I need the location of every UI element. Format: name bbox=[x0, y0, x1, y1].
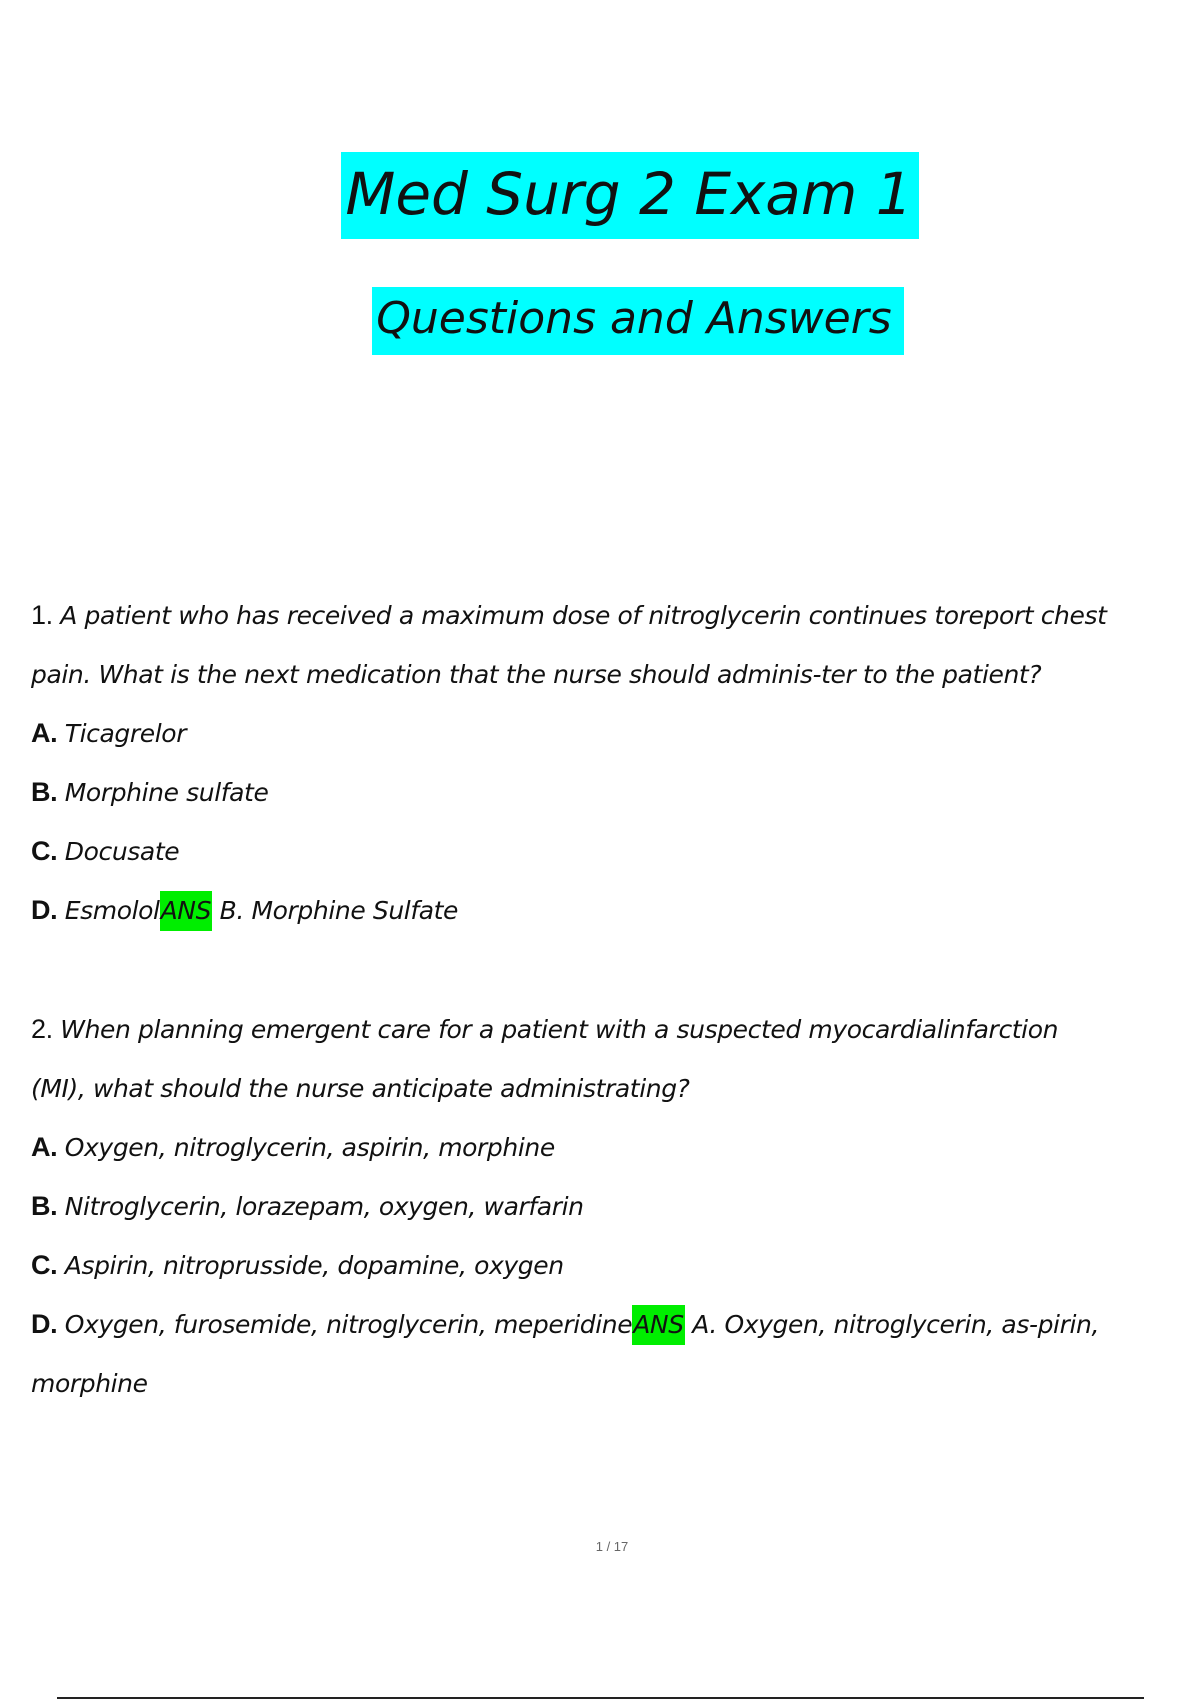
question-number: 2. bbox=[31, 1014, 53, 1044]
question-number: 1. bbox=[31, 600, 53, 630]
option-text: Nitroglycerin, lorazepam, oxygen, warfarin bbox=[57, 1192, 584, 1221]
option-letter: D. bbox=[31, 1309, 58, 1339]
document-subtitle: Questions and Answers bbox=[372, 287, 903, 355]
question-stem-text: (MI), what should the nurse anticipate administrating? bbox=[31, 1074, 690, 1103]
option-text: Oxygen, nitroglycerin, aspirin, morphine bbox=[57, 1133, 555, 1162]
document-title-container bbox=[30, 152, 1200, 239]
option-text: Ticagrelor bbox=[57, 719, 187, 748]
option-d bbox=[31, 1295, 1171, 1354]
option-b bbox=[31, 1177, 1171, 1236]
option-a bbox=[31, 1118, 1171, 1177]
option-letter: C. bbox=[31, 1250, 58, 1280]
option-letter: C. bbox=[31, 836, 58, 866]
option-c bbox=[31, 1236, 1171, 1295]
option-letter: B. bbox=[31, 1191, 58, 1221]
option-letter: D. bbox=[31, 895, 58, 925]
question-1 bbox=[31, 586, 1171, 940]
answer-continuation-line bbox=[31, 1354, 1171, 1413]
option-text: Esmolol bbox=[57, 896, 160, 925]
option-text: Docusate bbox=[57, 837, 180, 866]
option-b bbox=[31, 763, 1171, 822]
question-stem-text: A patient who has received a maximum dose of nitroglycerin continues toreport chest bbox=[52, 601, 1107, 630]
answer-text: B. Morphine Sulfate bbox=[212, 896, 459, 925]
page-bottom-divider bbox=[57, 1697, 1144, 1699]
question-stem-line bbox=[31, 1059, 1171, 1118]
question-stem-line bbox=[31, 586, 1171, 645]
questions-list bbox=[31, 586, 1171, 1413]
question-2 bbox=[31, 1000, 1171, 1413]
option-text: Morphine sulfate bbox=[57, 778, 269, 807]
document-subtitle-container bbox=[38, 287, 1200, 355]
option-letter: A. bbox=[31, 718, 58, 748]
question-stem-line bbox=[31, 1000, 1171, 1059]
question-stem-text: When planning emergent care for a patient with a suspected myocardialinfarction bbox=[52, 1015, 1059, 1044]
answer-text: A. Oxygen, nitroglycerin, as-pirin, bbox=[684, 1310, 1099, 1339]
page-number: 1 / 17 bbox=[595, 1539, 629, 1554]
question-stem-text: pain. What is the next medication that the nurse should adminis-ter to the patient? bbox=[31, 660, 1042, 689]
option-letter: B. bbox=[31, 777, 58, 807]
option-d bbox=[31, 881, 1171, 940]
option-a bbox=[31, 704, 1171, 763]
option-text: Oxygen, furosemide, nitroglycerin, meperidine bbox=[57, 1310, 633, 1339]
question-stem-line bbox=[31, 645, 1171, 704]
option-letter: A. bbox=[31, 1132, 58, 1162]
answer-tag: ANS bbox=[160, 891, 212, 931]
option-text: Aspirin, nitroprusside, dopamine, oxygen bbox=[57, 1251, 564, 1280]
answer-text: morphine bbox=[31, 1369, 148, 1398]
document-title: Med Surg 2 Exam 1 bbox=[341, 152, 918, 239]
answer-tag: ANS bbox=[632, 1305, 684, 1345]
option-c bbox=[31, 822, 1171, 881]
